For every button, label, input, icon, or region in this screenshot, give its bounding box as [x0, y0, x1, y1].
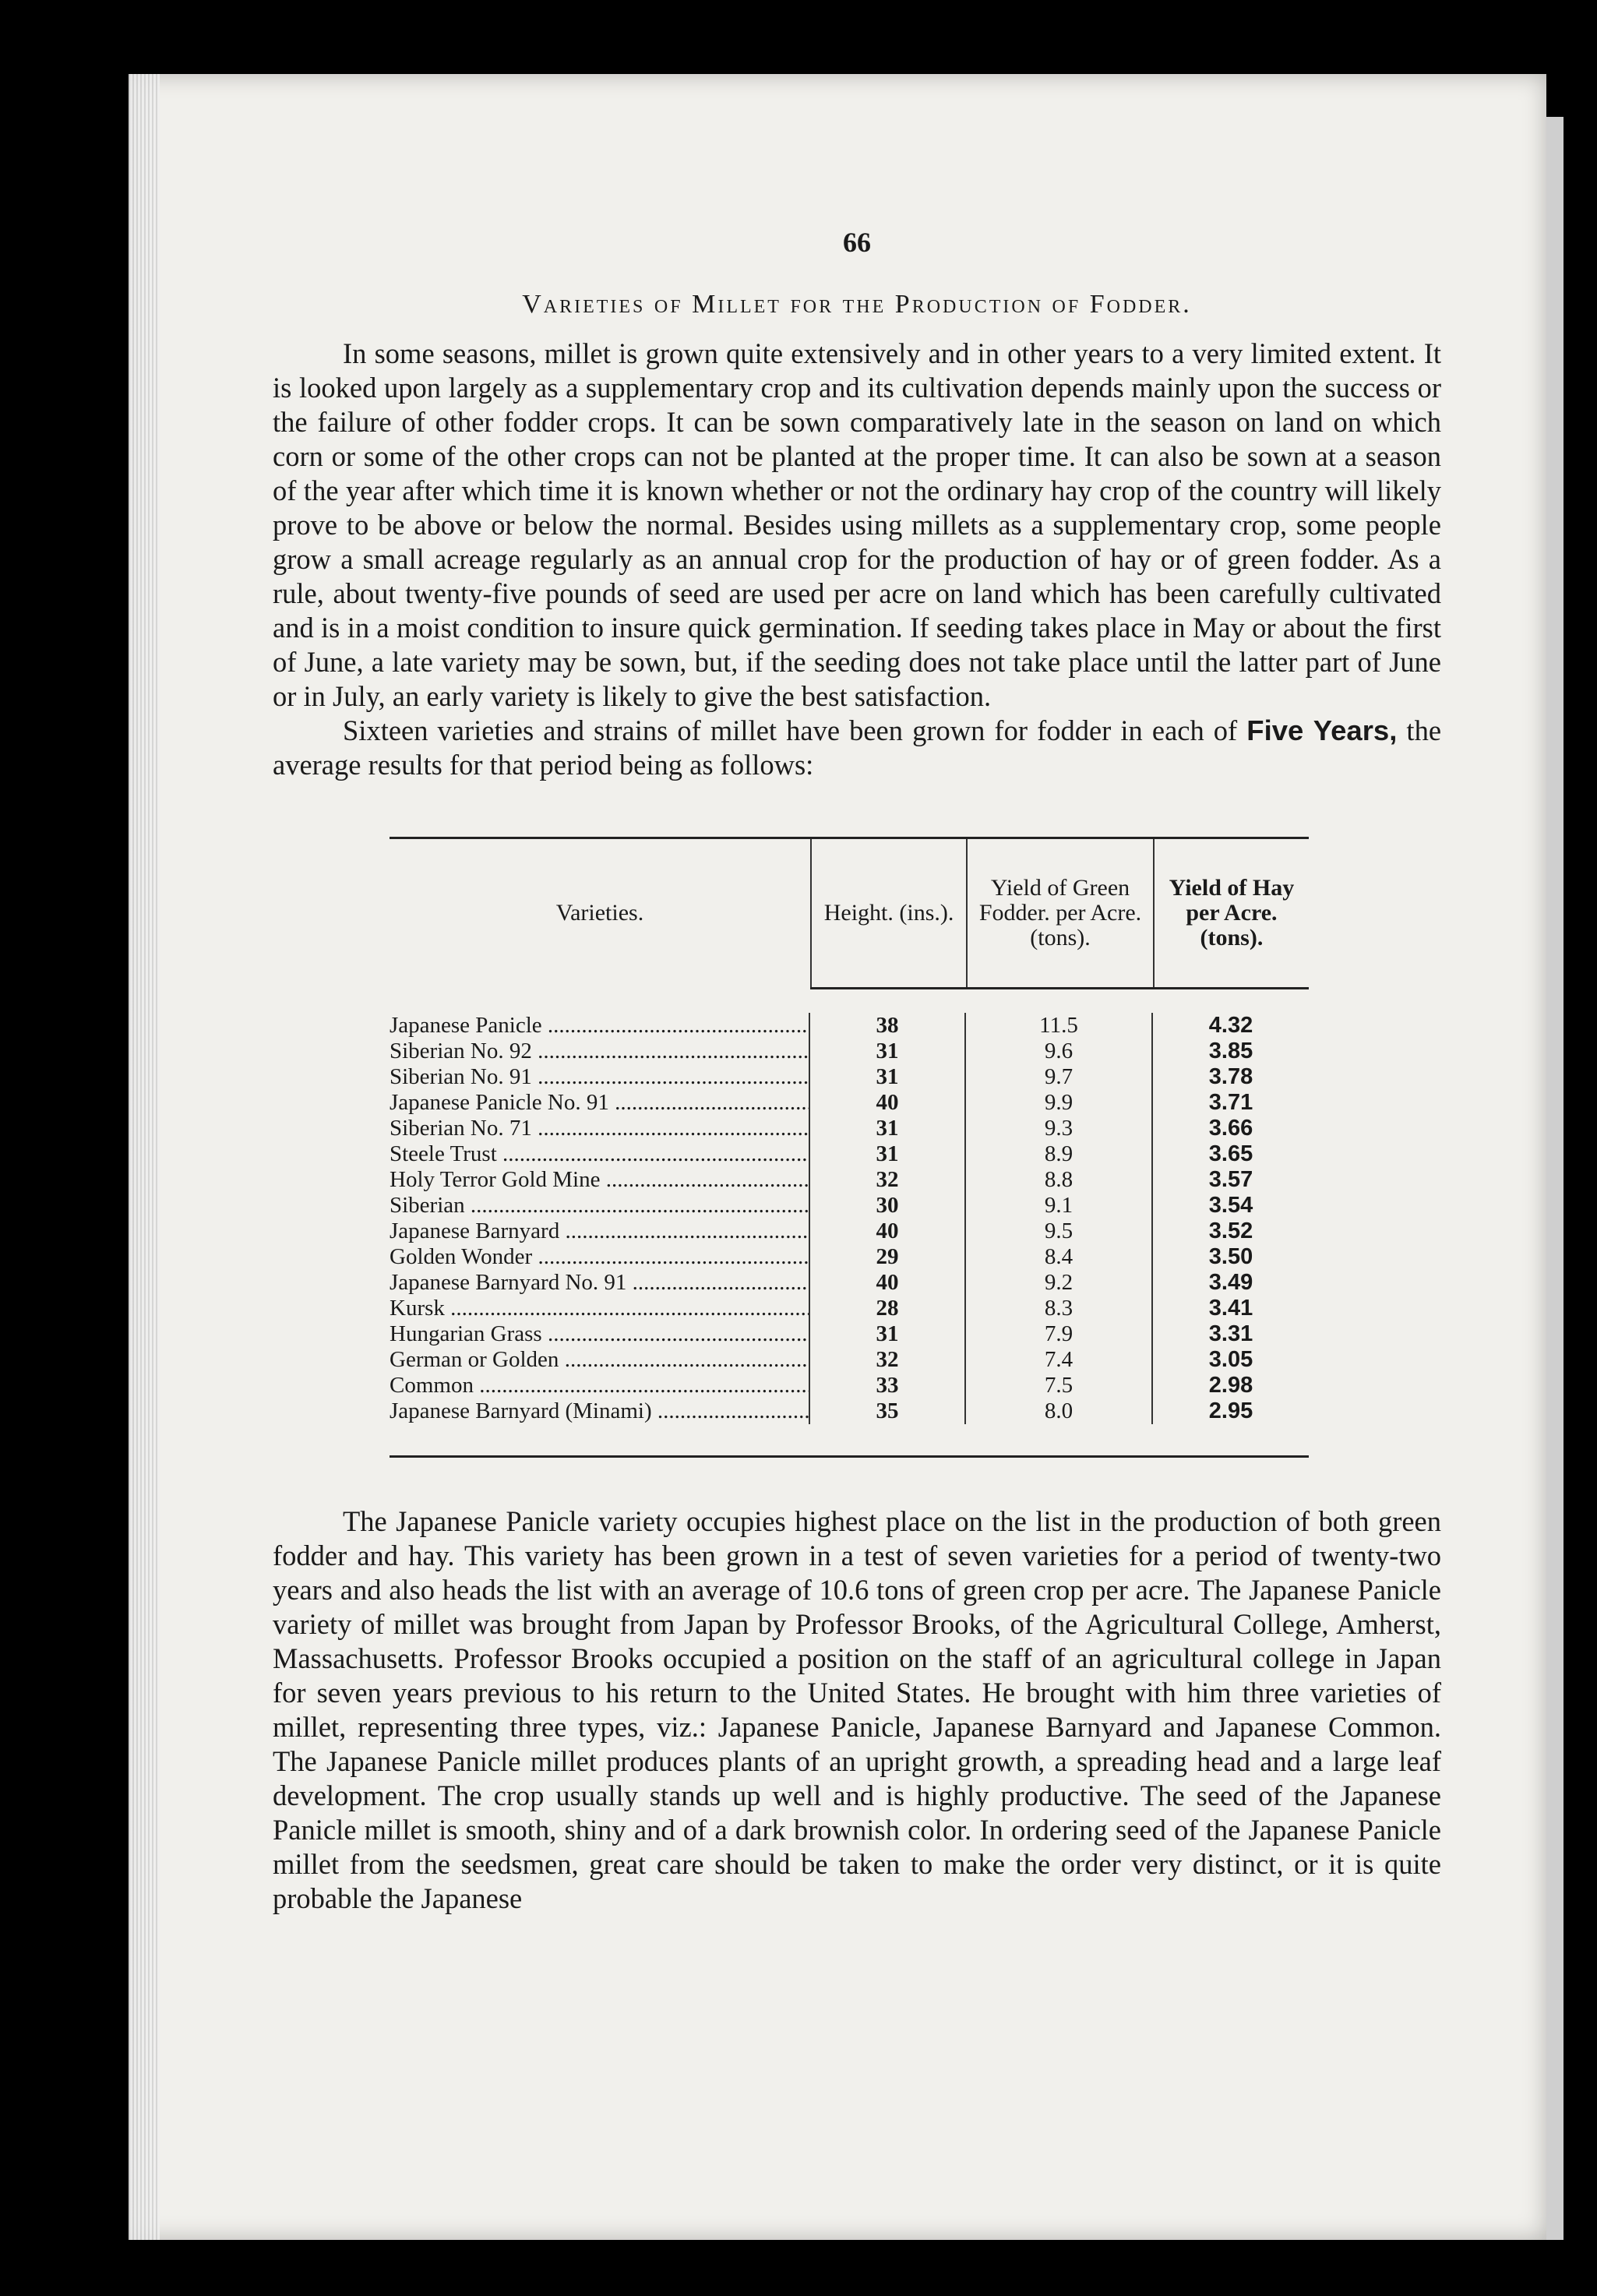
hay-value: 3.41	[1208, 1296, 1253, 1321]
variety-name: Hungarian Grass .....	[390, 1321, 810, 1347]
table-row	[390, 1193, 1309, 1219]
table-row	[390, 1116, 1309, 1141]
table-row	[390, 1039, 1309, 1064]
table-row	[390, 1013, 1309, 1039]
page-content	[273, 218, 1441, 1916]
green-fodder-value: 9.1	[966, 1193, 1153, 1219]
millet-table	[390, 837, 1309, 1458]
header-height: Height. (ins.).	[810, 839, 966, 987]
green-fodder-value: 9.9	[966, 1090, 1153, 1116]
paragraph-table-intro-end: the average results for that period being as follows:	[273, 714, 1442, 781]
page-edge	[1546, 117, 1564, 2240]
height-value: 31	[810, 1039, 966, 1064]
height-value: 31	[810, 1064, 966, 1090]
table-body	[390, 989, 1309, 1424]
hay-value: 3.54	[1208, 1193, 1253, 1218]
variety-name: Japanese Panicle .....	[390, 1013, 810, 1039]
hay-value: 3.05	[1208, 1347, 1253, 1372]
green-fodder-value: 11.5	[966, 1013, 1153, 1039]
variety-name: Siberian No. 91 .....	[390, 1064, 810, 1090]
hay-value: 2.98	[1208, 1373, 1253, 1398]
height-value: 31	[810, 1321, 966, 1347]
table-row	[390, 1321, 1309, 1347]
hay-value: 4.32	[1208, 1013, 1253, 1038]
section-title: Varieties of Millet for the Production of Fodder.	[522, 290, 1192, 319]
height-value: 35	[810, 1398, 966, 1424]
variety-name: Japanese Barnyard No. 91 .....	[390, 1270, 810, 1296]
hay-value: 3.65	[1208, 1141, 1253, 1166]
hay-value: 3.85	[1208, 1039, 1253, 1063]
variety-name: Japanese Barnyard .....	[390, 1219, 810, 1244]
height-value: 32	[810, 1167, 966, 1193]
variety-name: Kursk .....	[390, 1296, 810, 1321]
green-fodder-value: 9.5	[966, 1219, 1153, 1244]
variety-name: Siberian No. 92 .....	[390, 1039, 810, 1064]
variety-name: Common .....	[390, 1373, 810, 1398]
height-value: 29	[810, 1244, 966, 1270]
header-green-fodder: Yield of Green Fodder. per Acre. (tons).	[966, 839, 1153, 987]
height-value: 32	[810, 1347, 966, 1373]
hay-value: 3.49	[1208, 1270, 1253, 1295]
paragraph-intro: In some seasons, millet is grown quite extensively and in other years to a very limited extent. It is looked upon largely as a supplementary crop and its cultivation depends mainly upon the success or the failure of other fodder crops. It can be sown comparatively late in the season on land on which corn or some of the other crops can not be planted at the proper time. It can also be sown at a season of the year after which time it is known whether or not the ordinary hay crop of the country will likely prove to be above or below the normal. Besides using millets as a supplementary crop, some people grow a small acreage regularly as an annual crop for the production of hay or of green fodder. As a rule, about twenty-five pounds of seed are used per acre on land which has been carefully cultivated and is in a moist condition to insure quick germination. If seeding takes place in May or about the first of June, a late variety may be sown, but, if the seeding does not take place until the latter part of June or in July, an early variety is likely to give the best satisfaction.	[273, 337, 1441, 712]
table-row	[390, 1270, 1309, 1296]
height-value: 31	[810, 1141, 966, 1167]
variety-name: Siberian No. 71 .....	[390, 1116, 810, 1141]
table-row	[390, 1244, 1309, 1270]
height-value: 28	[810, 1296, 966, 1321]
header-hay: Yield of Hay per Acre. (tons).	[1153, 839, 1309, 987]
header-varieties: Varieties.	[555, 900, 644, 926]
height-value: 40	[810, 1219, 966, 1244]
hay-value: 3.52	[1208, 1219, 1253, 1243]
green-fodder-value: 9.7	[966, 1064, 1153, 1090]
height-value: 40	[810, 1270, 966, 1296]
table-row	[390, 1064, 1309, 1090]
height-value: 30	[810, 1193, 966, 1219]
green-fodder-value: 8.4	[966, 1244, 1153, 1270]
table-row	[390, 1347, 1309, 1373]
table-row	[390, 1167, 1309, 1193]
page-number: 66	[843, 227, 871, 258]
height-value: 40	[810, 1090, 966, 1116]
hay-value: 3.78	[1208, 1064, 1253, 1089]
variety-name: Holy Terror Gold Mine .....	[390, 1167, 810, 1193]
paragraph-table-intro	[273, 714, 1441, 782]
green-fodder-value: 7.5	[966, 1373, 1153, 1398]
variety-name: Golden Wonder .....	[390, 1244, 810, 1270]
variety-name: Steele Trust .....	[390, 1141, 810, 1167]
height-value: 33	[810, 1373, 966, 1398]
variety-name: German or Golden .....	[390, 1347, 810, 1373]
table-row	[390, 1373, 1309, 1398]
table-row	[390, 1398, 1309, 1424]
hay-value: 3.66	[1208, 1116, 1253, 1141]
variety-name: Japanese Panicle No. 91 .....	[390, 1090, 810, 1116]
table-header	[810, 839, 1309, 989]
paragraph-table-intro-start: Sixteen varieties and strains of millet have been grown for fodder in each of	[343, 714, 1238, 746]
green-fodder-value: 8.9	[966, 1141, 1153, 1167]
hay-value: 2.95	[1208, 1398, 1253, 1423]
green-fodder-value: 8.8	[966, 1167, 1153, 1193]
table-row	[390, 1090, 1309, 1116]
green-fodder-value: 9.3	[966, 1116, 1153, 1141]
height-value: 38	[810, 1013, 966, 1039]
hay-value: 3.50	[1208, 1244, 1253, 1269]
paragraph-japanese-panicle: The Japanese Panicle variety occupies highest place on the list in the production of both green fodder and hay. This variety has been grown in a test of seven varieties for a period of twenty-two years and also heads the list with an average of 10.6 tons of green crop per acre. The Japanese Panicle variety of millet was brought from Japan by Professor Brooks, of the Agricultural College, Amherst, Massachusetts. Professor Brooks occupied a position on the staff of an agricultural college in Japan for seven years previous to his return to the United States. He brought with him three varieties of millet, representing three types, viz.: Japanese Panicle, Japanese Barnyard and Japanese Common. The Japanese Panicle millet produces plants of an upright growth, a spreading head and a large leaf development. The crop usually stands up well and is highly productive. The seed of the Japanese Panicle millet is smooth, shiny and of a dark brownish color. In ordering seed of the Japanese Panicle millet from the seedsmen, great care should be taken to make the order very distinct, or it is quite probable the Japanese	[273, 1505, 1441, 1914]
book-spine	[129, 74, 160, 2240]
hay-value: 3.57	[1208, 1167, 1253, 1192]
green-fodder-value: 8.0	[966, 1398, 1153, 1424]
five-years-emphasis: Five Years,	[1246, 714, 1398, 746]
table-bottom-rule	[390, 1455, 1309, 1458]
hay-value: 3.31	[1208, 1321, 1253, 1346]
green-fodder-value: 8.3	[966, 1296, 1153, 1321]
green-fodder-value: 9.2	[966, 1270, 1153, 1296]
table-row	[390, 1296, 1309, 1321]
height-value: 31	[810, 1116, 966, 1141]
hay-value: 3.71	[1208, 1090, 1253, 1115]
green-fodder-value: 7.4	[966, 1347, 1153, 1373]
table-row	[390, 1219, 1309, 1244]
green-fodder-value: 7.9	[966, 1321, 1153, 1347]
green-fodder-value: 9.6	[966, 1039, 1153, 1064]
variety-name: Japanese Barnyard (Minami) .....	[390, 1398, 810, 1424]
variety-name: Siberian .....	[390, 1193, 810, 1219]
table-row	[390, 1141, 1309, 1167]
